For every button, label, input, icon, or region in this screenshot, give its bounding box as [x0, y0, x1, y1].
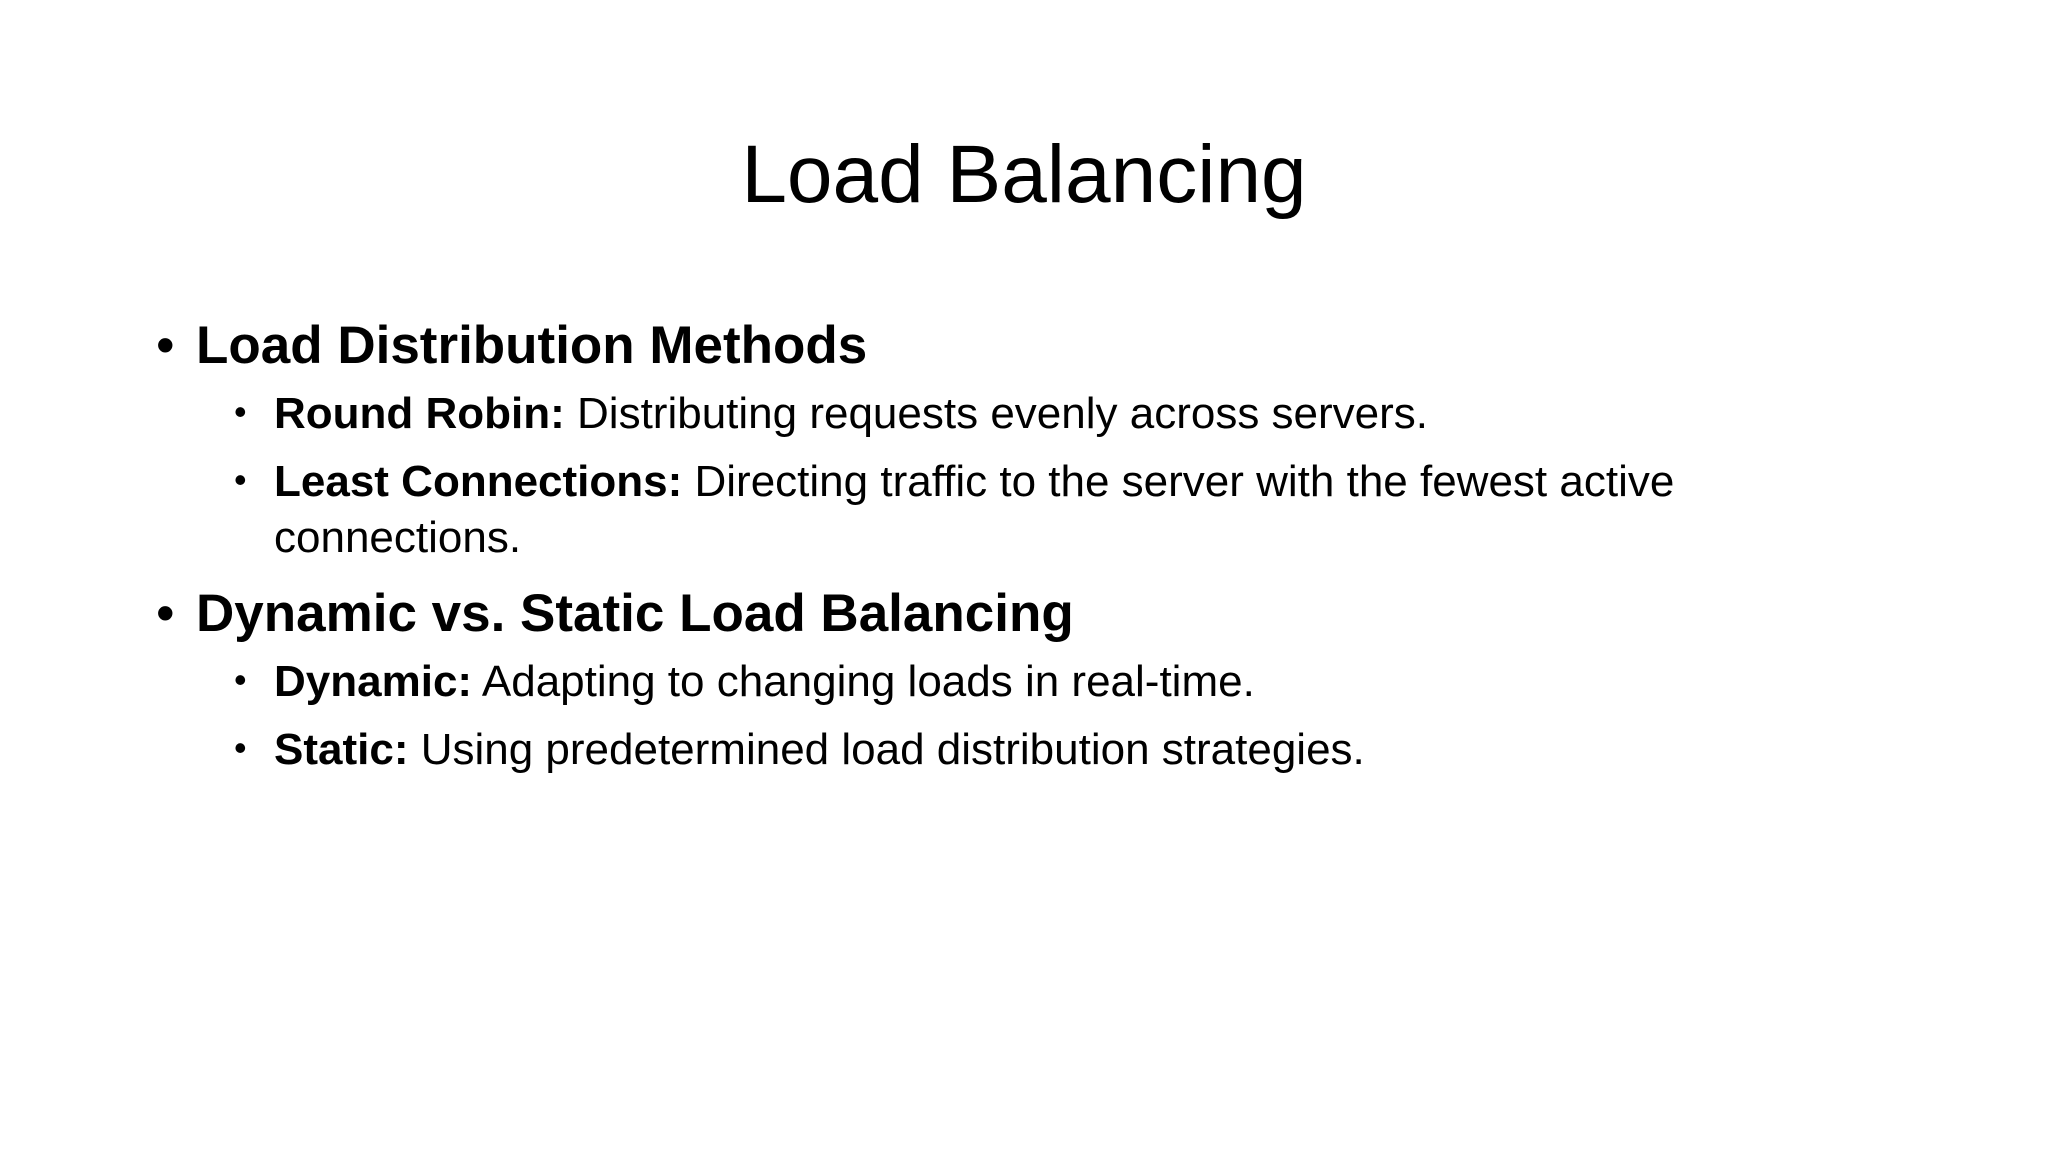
list-item-round-robin: [150, 386, 1834, 442]
item-text: Distributing requests evenly across servers.: [564, 389, 1429, 438]
item-text: Adapting to changing loads in real-time.: [472, 657, 1255, 706]
item-term: Least Connections:: [274, 457, 683, 506]
bullet-icon: •: [234, 727, 247, 768]
item-text: Using predetermined load distribution strategies.: [408, 725, 1365, 774]
item-term: Round Robin:: [274, 389, 565, 438]
sublist-dynamic-vs-static: [150, 654, 1910, 778]
bullet-icon: •: [234, 659, 247, 700]
bullet-icon: •: [156, 584, 175, 643]
sublist-load-distribution: [150, 386, 1910, 566]
list-item-static: [150, 722, 1834, 778]
bullet-icon: •: [156, 316, 175, 375]
section-heading-load-distribution: [150, 312, 1910, 380]
item-text: Directing traffic to the server with the fewest active connections.: [274, 457, 1675, 562]
item-term: Dynamic:: [274, 657, 473, 706]
section-heading-text: Dynamic vs. Static Load Balancing: [196, 584, 1074, 643]
list-item-dynamic: [150, 654, 1834, 710]
section-heading-text: Load Distribution Methods: [196, 316, 868, 375]
section-heading-dynamic-vs-static: [150, 580, 1910, 648]
list-item-least-connections: [150, 454, 1834, 566]
bullet-icon: •: [234, 459, 247, 500]
bullet-icon: •: [234, 391, 247, 432]
slide-title: Load Balancing: [741, 129, 1307, 220]
slide-content: [150, 312, 1910, 792]
item-term: Static:: [274, 725, 409, 774]
